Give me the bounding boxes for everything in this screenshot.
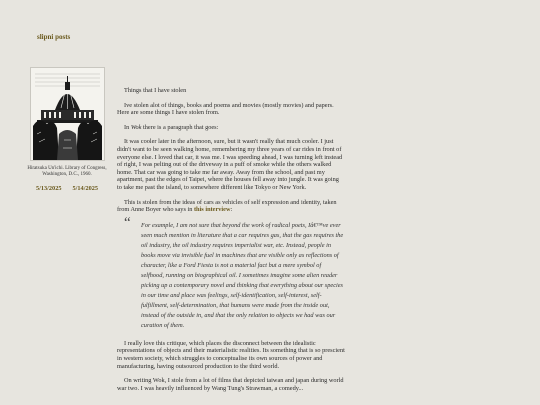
paragraph-3: It was cooler later in the afternoon, sure, but it wasn't really that much cooler. I just didn't want to be seen walking home, remembering my three years of car rides in front of everyone else. I loved that car, it was me. I was speeding ahead, I was turning left instead of right, I was pelting out of the driveway in a puff of smoke while the others walked home. That car was going to take me far away. Away from the school, and past my apartment, past the edges of Taipei, where the houses fell away into jungle. It was going to take me past the island, to somewhere different like Tokyo or New York. — [117, 138, 343, 191]
post-dates — [26, 185, 108, 192]
post-title: Things that I have stolen — [124, 87, 187, 94]
paragraph-6: On writing Wok, I stole from a lot of films that depicted taiwan and japan during world war two. I was heavily influenced by Wang Tung's Strawman, a comedy... — [117, 377, 344, 392]
sidebar — [26, 67, 108, 192]
post-thumbnail-image[interactable] — [30, 67, 105, 161]
book-title: Wok — [130, 123, 142, 131]
quote-text: For example, I am not sure that beyond the work of radical poets, Iâ€™ve ever seen much mention in literature that a car requires gas, that the gas requires the oil industry, the oil industry requires imperialist war, etc. Instead, people in books move via invisible fuel in machines that are visible only as reflections of character, like a Ford Fiesta is not a material fact but a mere symbol of selfhood, running on biographical oil. I sometimes imagine some alien reader picking up a contemporary novel and thinking that everything about our species in our time and place was feelings, self-identification, self-interest, self-fulfillment, self-determination, that humans were made from the inside out, instead of the outside in, and that the only relation to objects we had was our curation of them. — [141, 221, 344, 329]
interview-link[interactable]: this interview — [193, 206, 231, 214]
blockquote — [117, 214, 345, 331]
paragraph-4: This is stolen from the ideas of cars as vehicles of self expression and identity, taken from Anne Boyer who says in this interview: — [117, 198, 337, 214]
paragraph-1: Ive stolen alot of things, books and poems and movies (mostly movies) and papers. Here are some things I have stolen from. — [117, 101, 334, 117]
image-caption: Hiratsuka Un'ichi. Library of Congress, Washington, D.C., 1960. — [27, 166, 107, 177]
date-link-1[interactable]: 5/13/2025 — [35, 185, 62, 192]
post-body — [117, 87, 345, 399]
site-title-link[interactable]: slipni posts — [37, 33, 71, 41]
paragraph-2: In Wok there is a paragraph that goes: — [124, 123, 219, 131]
quote-mark-icon: “ — [124, 214, 131, 231]
date-link-2[interactable]: 5/14/2025 — [72, 185, 99, 192]
paragraph-5: I really love this critique, which places the disconnect between the idealistic representations of objects and their materialistic realities. Its something that is so prescient in western society, which struggles to conceptualise its own sources of power and manufacturing, having outsourced production to the third world. — [117, 339, 345, 370]
